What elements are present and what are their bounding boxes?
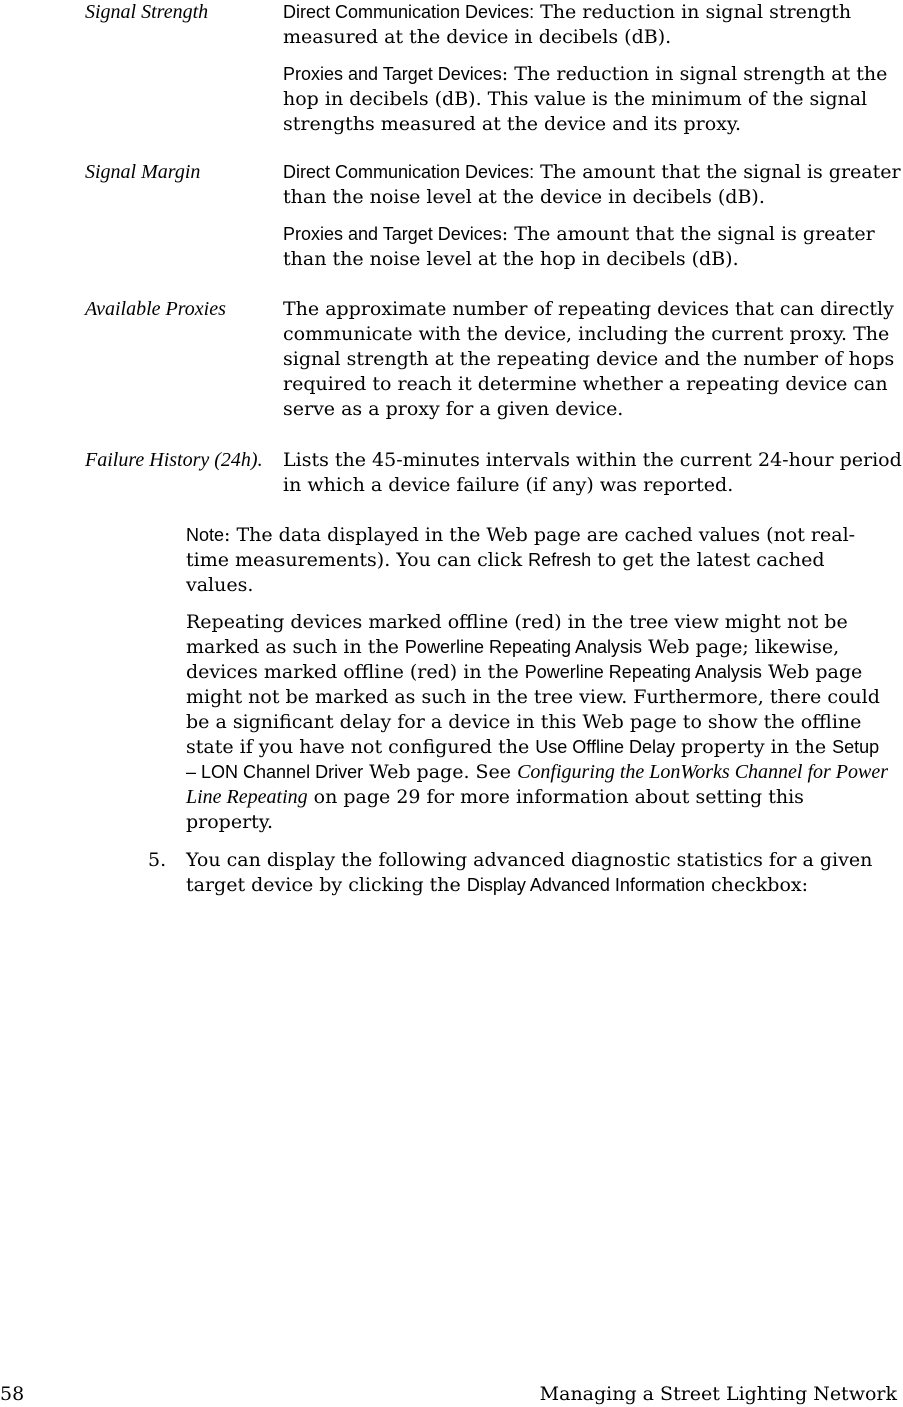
definition-description bbox=[283, 448, 903, 510]
definition-paragraph bbox=[283, 160, 903, 210]
ui-label: Powerline Repeating Analysis bbox=[404, 637, 643, 657]
paragraph-text: Web page might not be marked as such in the tree view. Furthermore, there could be a significant delay for a device in this Web page to show the offline state if you have not configured the bbox=[186, 661, 880, 758]
page-footer bbox=[0, 1382, 903, 1407]
paragraph-text: The amount that the signal is greater than the noise level at the device in decibels (dB). bbox=[283, 161, 901, 208]
ui-label: Setup – LON Channel Driver bbox=[186, 737, 880, 782]
definition-description bbox=[283, 0, 903, 149]
definition-term: Signal Margin bbox=[85, 161, 201, 183]
note-paragraph bbox=[186, 523, 891, 598]
paragraph-text: Lists the 45-minutes intervals within the current 24-hour period in which a device failure (if any) was reported. bbox=[283, 449, 902, 496]
definition-term: Failure History (24h). bbox=[85, 449, 263, 471]
note-block bbox=[186, 523, 891, 847]
footer-title: Managing a Street Lighting Network bbox=[539, 1383, 897, 1405]
ui-label: Proxies and Target Devices bbox=[283, 224, 502, 244]
paragraph-text: : The amount that the signal is greater than the noise level at the hop in decibels (dB). bbox=[283, 223, 875, 270]
step-paragraph bbox=[186, 848, 891, 898]
definition-paragraph bbox=[283, 0, 903, 50]
paragraph-text: The approximate number of repeating devices that can directly communicate with the device, including the current proxy. The signal strength at the repeating device and the number of hops required to reach it determine whether a repeating device can serve as a proxy for a given device. bbox=[283, 298, 895, 420]
refresh-label: Refresh bbox=[528, 550, 592, 570]
ui-label: Display Advanced Information bbox=[466, 875, 705, 895]
definition-description bbox=[283, 160, 903, 284]
paragraph-text: Web page; likewise, devices marked offline (red) in the bbox=[186, 636, 840, 683]
ui-label: Proxies and Target Devices bbox=[283, 64, 502, 84]
repeating-paragraph bbox=[186, 610, 891, 835]
definition-term: Signal Strength bbox=[85, 1, 209, 23]
ui-label: Direct Communication Devices: bbox=[283, 2, 535, 22]
paragraph-text: property in the bbox=[674, 736, 833, 758]
paragraph-text: Web page. See bbox=[363, 761, 518, 783]
paragraph-text: checkbox: bbox=[704, 874, 809, 896]
definition-paragraph bbox=[283, 62, 903, 137]
paragraph-text: : The reduction in signal strength at the hop in decibels (dB). This value is the minimum of the signal strengths measured at the device and its proxy. bbox=[283, 63, 888, 135]
definition-paragraph bbox=[283, 222, 903, 272]
page-number: 58 bbox=[0, 1383, 25, 1405]
definition-description bbox=[283, 297, 903, 434]
ui-label: Direct Communication Devices: bbox=[283, 162, 535, 182]
paragraph-text: The reduction in signal strength measured at the device in decibels (dB). bbox=[283, 1, 852, 48]
paragraph-text: : The data displayed in the Web page are cached values (not real-time measurements). You can click bbox=[186, 524, 856, 571]
paragraph-text: on page 29 for more information about setting this property. bbox=[186, 786, 804, 833]
step-5 bbox=[186, 848, 891, 910]
note-label: Note bbox=[186, 525, 225, 545]
step-number: 5. bbox=[148, 849, 167, 871]
paragraph-text: to get the latest cached values. bbox=[186, 549, 825, 596]
paragraph-text: Repeating devices marked offline (red) in the tree view might not be marked as such in the bbox=[186, 611, 848, 658]
paragraph-text: You can display the following advanced diagnostic statistics for a given target device by clicking the bbox=[186, 849, 873, 896]
ui-label: Powerline Repeating Analysis bbox=[524, 662, 762, 682]
ui-label: Use Offline Delay bbox=[535, 737, 675, 757]
cross-reference: Configuring the LonWorks Channel for Power Line Repeating bbox=[186, 761, 889, 808]
definition-term: Available Proxies bbox=[85, 298, 226, 320]
